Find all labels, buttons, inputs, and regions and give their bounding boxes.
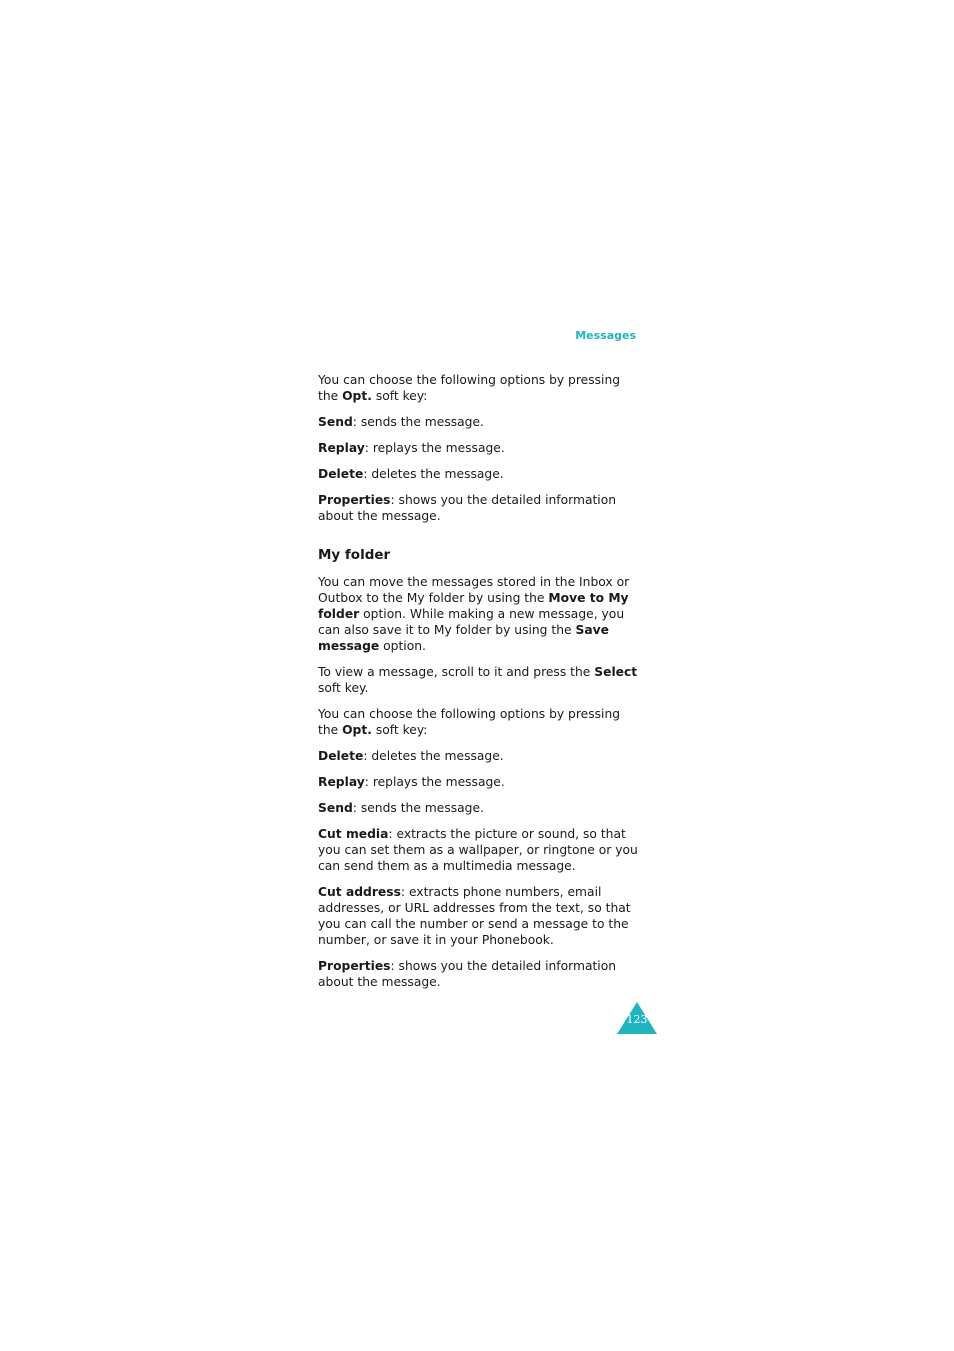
option-item (318, 748, 640, 764)
option-desc: : shows you the detailed information about the message. (318, 959, 617, 989)
page-number: 123 (626, 1013, 648, 1026)
option-term: Cut address (318, 885, 401, 899)
option-desc: : deletes the message. (363, 749, 504, 763)
option-desc: : sends the message. (352, 801, 484, 815)
option-desc: : replays the message. (364, 441, 505, 455)
option-item (318, 774, 640, 790)
option-item (318, 466, 640, 482)
my-folder-para-1: You can move the messages stored in the Inbox or Outbox to the My folder by using the Move to My folder option. While making a new message, you can also save it to My folder by using the Save message option. (318, 575, 630, 653)
option-item (318, 414, 640, 430)
option-desc: : sends the message. (352, 415, 484, 429)
option-desc: : extracts phone numbers, email addresses, or URL addresses from the text, so that you can call the number or send a message to the number, or save it in your Phonebook. (318, 885, 631, 947)
options-intro: You can choose the following options by pressing the Opt. soft key: (318, 373, 621, 403)
option-item (318, 826, 640, 874)
option-desc: : deletes the message. (363, 467, 504, 481)
option-desc: : replays the message. (364, 775, 505, 789)
option-item (318, 440, 640, 456)
option-term: Properties (318, 959, 391, 973)
option-term: Cut media (318, 827, 389, 841)
my-folder-heading: My folder (318, 547, 391, 563)
section-header: Messages (575, 329, 636, 342)
option-term: Replay (318, 441, 365, 455)
option-item (318, 884, 640, 948)
page-content (318, 372, 640, 1000)
option-item (318, 800, 640, 816)
option-item (318, 492, 640, 524)
option-item (318, 958, 640, 990)
option-term: Replay (318, 775, 365, 789)
page-number-badge (617, 1002, 657, 1034)
option-term: Delete (318, 749, 364, 763)
option-term: Send (318, 415, 353, 429)
my-folder-para-2: To view a message, scroll to it and press the Select soft key. (318, 665, 638, 695)
option-term: Properties (318, 493, 391, 507)
option-desc: : shows you the detailed information about the message. (318, 493, 617, 523)
option-term: Delete (318, 467, 364, 481)
option-desc: : extracts the picture or sound, so that you can set them as a wallpaper, or ringtone or you can send them as a multimedia message. (318, 827, 638, 873)
my-folder-para-3: You can choose the following options by pressing the Opt. soft key: (318, 707, 621, 737)
option-term: Send (318, 801, 353, 815)
